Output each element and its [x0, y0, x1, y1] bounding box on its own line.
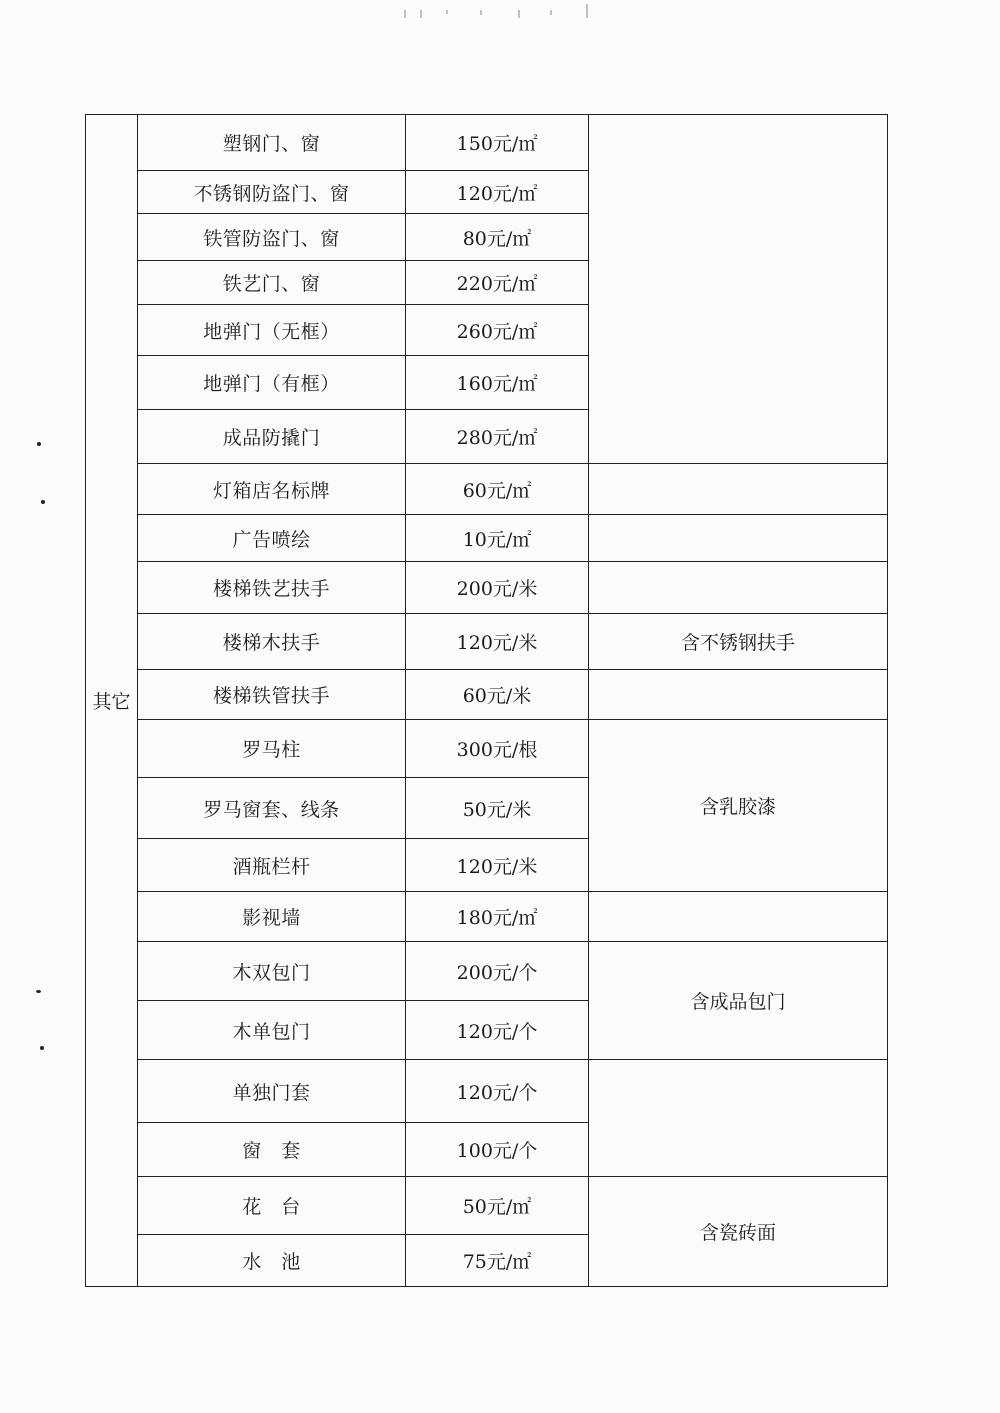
margin-mark: [37, 442, 41, 446]
note-cell-empty: [589, 115, 888, 464]
price-cell: 50元/米: [406, 778, 589, 839]
item-cell: 木单包门: [138, 1001, 406, 1060]
item-cell: 地弹门（无框）: [138, 305, 406, 356]
item-cell: 塑钢门、窗: [138, 115, 406, 171]
table-row: [86, 1177, 888, 1235]
price-cell: 200元/个: [406, 942, 589, 1001]
price-cell: 120元/米: [406, 614, 589, 670]
note-cell: 含瓷砖面: [589, 1177, 888, 1287]
margin-mark: [40, 1046, 44, 1050]
item-cell: 广告喷绘: [138, 515, 406, 562]
item-cell: 罗马窗套、线条: [138, 778, 406, 839]
item-cell: 灯箱店名标牌: [138, 464, 406, 515]
item-cell: 楼梯木扶手: [138, 614, 406, 670]
item-cell: 单独门套: [138, 1060, 406, 1123]
table-row: [86, 464, 888, 515]
price-cell: 280元/㎡: [406, 410, 589, 464]
table-row: [86, 562, 888, 614]
note-cell: 含不锈钢扶手: [589, 614, 888, 670]
note-cell-empty: [589, 562, 888, 614]
category-cell: 其它: [86, 115, 138, 1287]
margin-mark: [41, 500, 45, 504]
price-cell: 220元/㎡: [406, 261, 589, 305]
note-cell: 含成品包门: [589, 942, 888, 1060]
item-cell: 不锈钢防盗门、窗: [138, 171, 406, 214]
item-cell: 成品防撬门: [138, 410, 406, 464]
note-cell-empty: [589, 1060, 888, 1177]
margin-mark: [36, 990, 41, 993]
price-cell: 120元/㎡: [406, 171, 589, 214]
price-table: [85, 114, 888, 1287]
item-cell: 木双包门: [138, 942, 406, 1001]
item-cell: 地弹门（有框）: [138, 356, 406, 410]
item-cell: 罗马柱: [138, 720, 406, 778]
table-row: [86, 614, 888, 670]
note-cell-empty: [589, 515, 888, 562]
note-cell-empty: [589, 670, 888, 720]
price-cell: 75元/㎡: [406, 1235, 589, 1287]
price-cell: 180元/㎡: [406, 892, 589, 942]
item-cell: 窗 套: [138, 1123, 406, 1177]
table-row: [86, 892, 888, 942]
scan-artifact: [400, 4, 600, 20]
price-cell: 300元/根: [406, 720, 589, 778]
price-cell: 60元/米: [406, 670, 589, 720]
price-cell: 50元/㎡: [406, 1177, 589, 1235]
table-row: [86, 115, 888, 171]
price-cell: 80元/㎡: [406, 214, 589, 261]
price-cell: 150元/㎡: [406, 115, 589, 171]
table-row: [86, 515, 888, 562]
price-cell: 120元/个: [406, 1060, 589, 1123]
table-row: [86, 942, 888, 1001]
item-cell: 铁艺门、窗: [138, 261, 406, 305]
price-cell: 10元/㎡: [406, 515, 589, 562]
table-row: [86, 1060, 888, 1123]
note-cell-empty: [589, 464, 888, 515]
price-cell: 60元/㎡: [406, 464, 589, 515]
item-cell: 水 池: [138, 1235, 406, 1287]
price-cell: 100元/个: [406, 1123, 589, 1177]
table-row: [86, 720, 888, 778]
table-row: [86, 670, 888, 720]
item-cell: 花 台: [138, 1177, 406, 1235]
price-cell: 260元/㎡: [406, 305, 589, 356]
price-cell: 160元/㎡: [406, 356, 589, 410]
price-cell: 120元/米: [406, 839, 589, 892]
item-cell: 酒瓶栏杆: [138, 839, 406, 892]
item-cell: 楼梯铁管扶手: [138, 670, 406, 720]
price-cell: 200元/米: [406, 562, 589, 614]
item-cell: 楼梯铁艺扶手: [138, 562, 406, 614]
note-cell-empty: [589, 892, 888, 942]
item-cell: 铁管防盗门、窗: [138, 214, 406, 261]
item-cell: 影视墙: [138, 892, 406, 942]
price-cell: 120元/个: [406, 1001, 589, 1060]
note-cell: 含乳胶漆: [589, 720, 888, 892]
